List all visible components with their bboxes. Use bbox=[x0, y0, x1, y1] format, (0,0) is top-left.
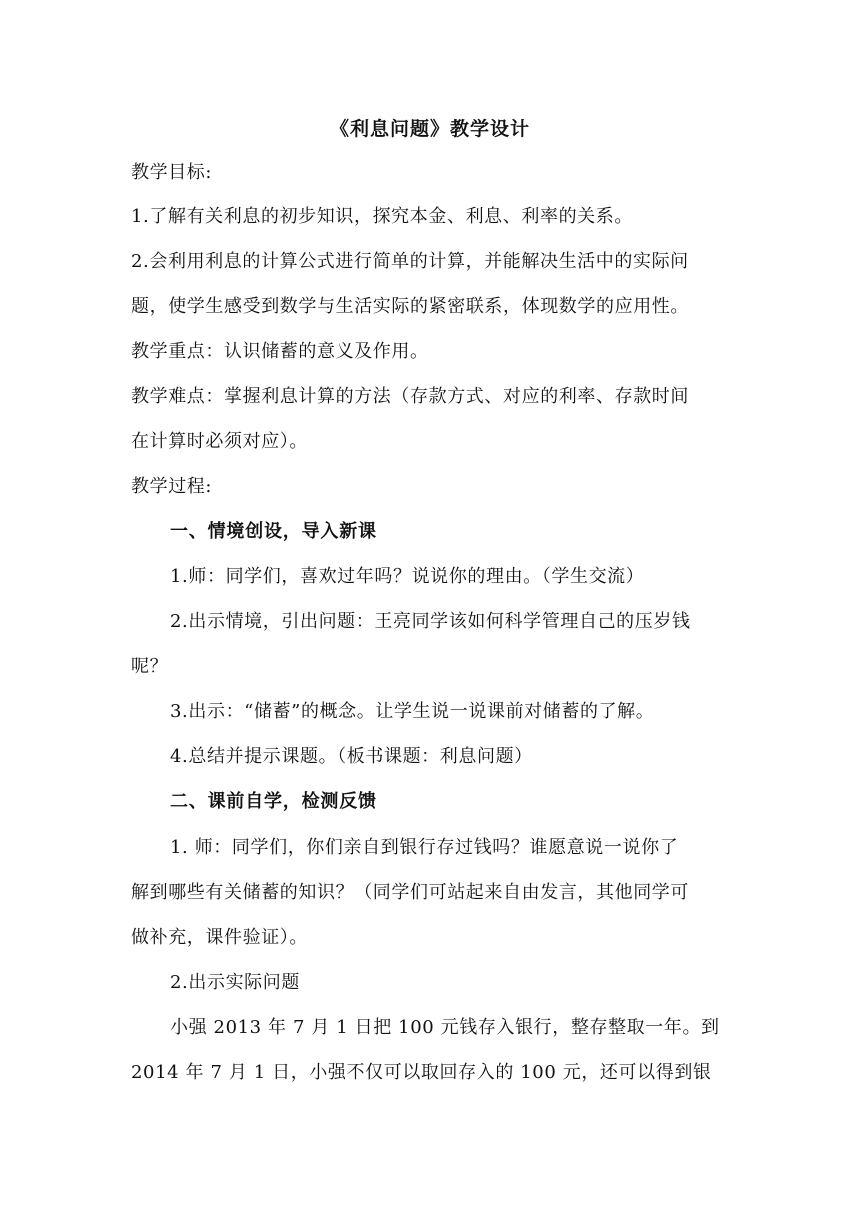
section-2-item-1-line-1: 1. 师：同学们，你们亲自到银行存过钱吗？谁愿意说一说你了 bbox=[170, 837, 679, 858]
section-2-item-1-line-2: 解到哪些有关储蓄的知识？（同学们可站起来自由发言，其他同学可 bbox=[131, 882, 689, 903]
problem-line-1: 小强 2013 年 7 月 1 日把 100 元钱存入银行，整存整取一年。到 bbox=[170, 1017, 720, 1038]
document-title: 《利息问题》教学设计 bbox=[329, 118, 530, 140]
section-1-item-2-line-1: 2.出示情境，引出问题：王亮同学该如何科学管理自己的压岁钱 bbox=[170, 611, 691, 632]
difficulty-line-2: 在计算时必须对应）。 bbox=[131, 431, 308, 452]
section-1-item-4: 4.总结并提示课题。（板书课题：利息问题） bbox=[170, 746, 533, 767]
objective-2-line-2: 题，使学生感受到数学与生活实际的紧密联系，体现数学的应用性。 bbox=[131, 296, 689, 317]
objective-2-line-1: 2.会利用利息的计算公式进行简单的计算，并能解决生活中的实际问 bbox=[131, 251, 689, 272]
problem-line-2: 2014 年 7 月 1 日，小强不仅可以取回存入的 100 元，还可以得到银 bbox=[131, 1062, 712, 1083]
section-1-item-2-line-2: 呢？ bbox=[131, 656, 169, 677]
section-1-item-1: 1.师：同学们，喜欢过年吗？说说你的理由。（学生交流） bbox=[170, 566, 645, 587]
process-heading: 教学过程: bbox=[131, 476, 213, 497]
section-2-item-1-line-3: 做补充，课件验证）。 bbox=[131, 927, 308, 948]
section-2-heading: 二、课前自学，检测反馈 bbox=[170, 791, 377, 812]
objective-1: 1.了解有关利息的初步知识，探究本金、利息、利率的关系。 bbox=[131, 206, 633, 227]
objectives-heading: 教学目标: bbox=[131, 162, 213, 183]
section-1-heading: 一、情境创设，导入新课 bbox=[170, 521, 377, 542]
difficulty-line-1: 教学难点：掌握利息计算的方法（存款方式、对应的利率、存款时间 bbox=[131, 386, 689, 407]
section-2-item-2: 2.出示实际问题 bbox=[170, 972, 300, 993]
key-point: 教学重点：认识储蓄的意义及作用。 bbox=[131, 341, 429, 362]
section-1-item-3: 3.出示：“储蓄”的概念。让学生说一说课前对储蓄的了解。 bbox=[170, 701, 655, 722]
